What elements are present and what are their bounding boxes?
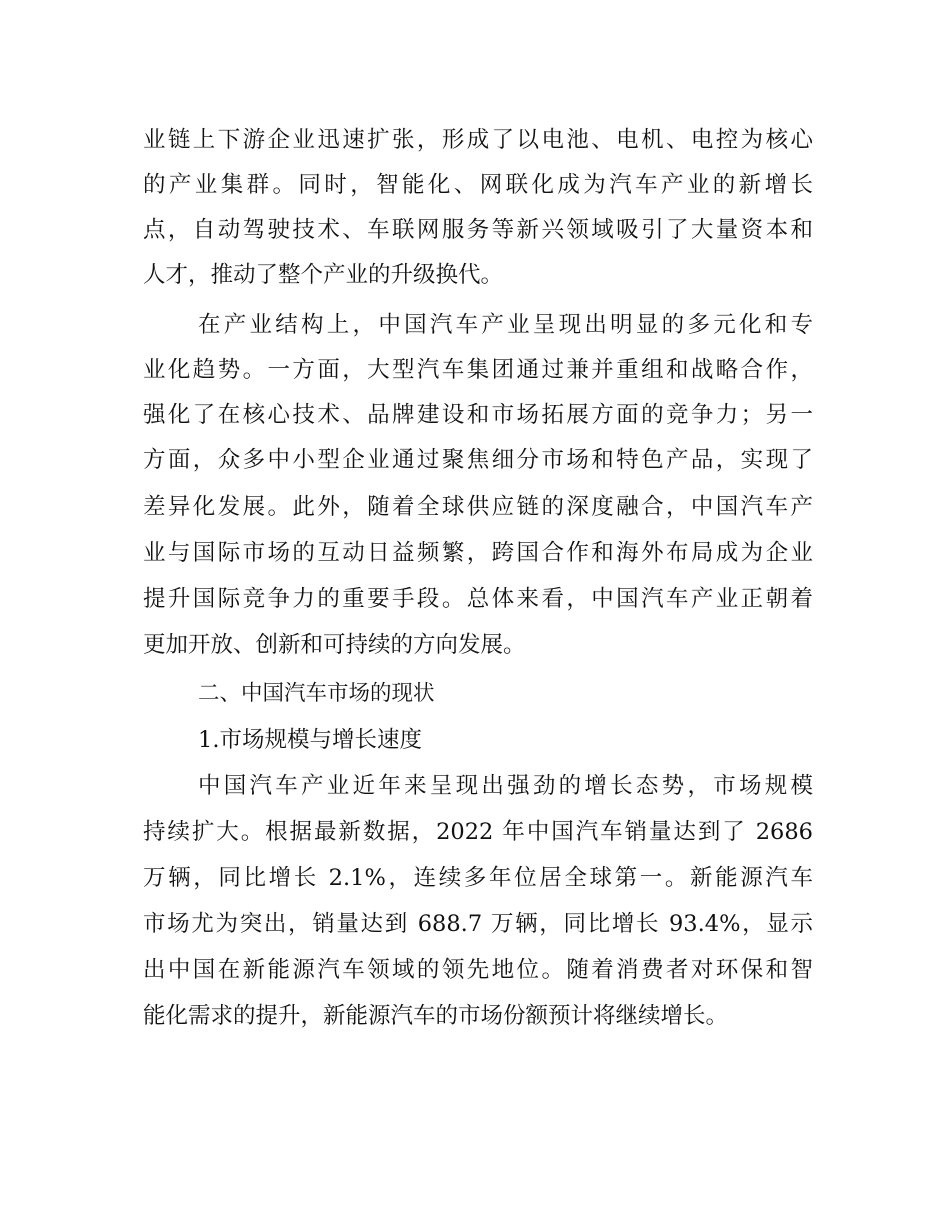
paragraph-1-line-2: 的产业集群。同时，智能化、网联化成为汽车产业的新增长 (143, 172, 813, 198)
paragraph-3-line-1: 中国汽车产业近年来呈现出强劲的增长态势，市场规模 (198, 773, 813, 799)
paragraph-1-line-3: 点，自动驾驶技术、车联网服务等新兴领域吸引了大量资本和 (143, 217, 813, 243)
paragraph-1-line-1: 业链上下游企业迅速扩张，形成了以电池、电机、电控为核心 (143, 127, 813, 153)
sub-heading: 1.市场规模与增长速度 (198, 727, 422, 753)
paragraph-3-line-3: 万辆，同比增长 2.1%，连续多年位居全球第一。新能源汽车 (143, 865, 813, 891)
paragraph-2-line-4: 方面，众多中小型企业通过聚焦细分市场和特色产品，实现了 (143, 447, 813, 473)
paragraph-1-line-4: 人才，推动了整个产业的升级换代。 (143, 262, 504, 288)
paragraph-2-line-7: 提升国际竞争力的重要手段。总体来看，中国汽车产业正朝着 (143, 586, 813, 612)
paragraph-3-line-4: 市场尤为突出，销量达到 688.7 万辆，同比增长 93.4%，显示 (143, 911, 813, 937)
section-heading: 二、中国汽车市场的现状 (198, 681, 435, 706)
paragraph-3-line-2: 持续扩大。根据最新数据，2022 年中国汽车销量达到了 2686 (143, 819, 813, 845)
paragraph-2-line-1: 在产业结构上，中国汽车产业呈现出明显的多元化和专 (198, 312, 813, 338)
paragraph-2-line-5: 差异化发展。此外，随着全球供应链的深度融合，中国汽车产 (143, 494, 813, 520)
paragraph-2-line-3: 强化了在核心技术、品牌建设和市场拓展方面的竞争力；另一 (143, 402, 813, 428)
paragraph-2-line-8: 更加开放、创新和可持续的方向发展。 (143, 632, 526, 658)
paragraph-3-line-5: 出中国在新能源汽车领域的领先地位。随着消费者对环保和智 (143, 957, 813, 983)
paragraph-2-line-6: 业与国际市场的互动日益频繁，跨国合作和海外布局成为企业 (143, 540, 813, 566)
paragraph-3-line-6: 能化需求的提升，新能源汽车的市场份额预计将继续增长。 (143, 1003, 729, 1029)
paragraph-2-line-2: 业化趋势。一方面，大型汽车集团通过兼并重组和战略合作， (143, 357, 813, 383)
